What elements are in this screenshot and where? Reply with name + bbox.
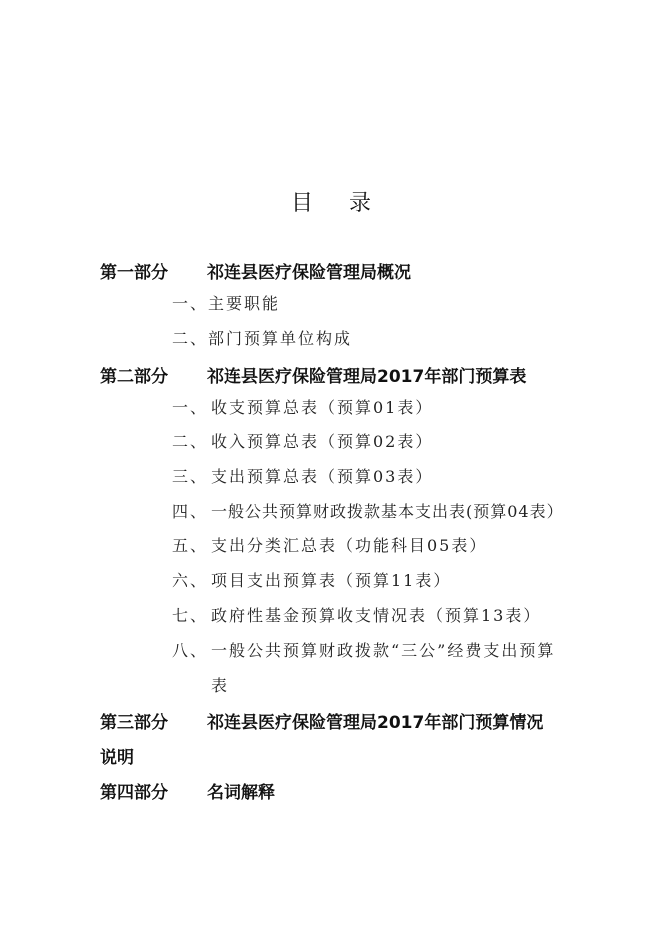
part-title: 祁连县医疗保险管理局2017年部门预算情况 xyxy=(207,713,544,733)
title-char: 录 xyxy=(349,191,372,216)
item-number: 二、 xyxy=(172,329,209,348)
item-text: 部门预算单位构成 xyxy=(208,329,353,348)
item-text: 项目支出预算表（预算11表） xyxy=(211,571,452,590)
item-text: 一般公共预算财政拨款基本支出表(预算04表） xyxy=(211,502,564,521)
part-title: 祁连县医疗保险管理局概况 xyxy=(207,263,411,283)
item-number: 四、 xyxy=(172,502,209,521)
item-text: 支出分类汇总表（功能科目05表） xyxy=(211,536,488,555)
toc-title xyxy=(0,186,662,217)
part-title: 说明 xyxy=(100,748,134,768)
item-text: 主要职能 xyxy=(208,294,281,313)
item-number: 八、 xyxy=(172,641,209,660)
part-label: 第二部分 xyxy=(100,367,168,387)
item-number: 五、 xyxy=(172,536,209,555)
part-label: 第四部分 xyxy=(100,783,168,803)
item-text: 一般公共预算财政拨款“三公”经费支出预算 xyxy=(211,641,556,660)
item-text: 支出预算总表（预算03表） xyxy=(211,467,434,486)
item-number: 六、 xyxy=(172,571,209,590)
item-text: 政府性基金预算收支情况表（预算13表） xyxy=(211,606,542,625)
part-label: 第三部分 xyxy=(100,713,168,733)
item-number: 二、 xyxy=(172,432,209,451)
part-title: 名词解释 xyxy=(207,783,275,803)
item-number: 一、 xyxy=(172,398,209,417)
item-text: 表 xyxy=(211,676,230,695)
item-number: 七、 xyxy=(172,606,209,625)
part-title: 祁连县医疗保险管理局2017年部门预算表 xyxy=(207,367,527,387)
item-number: 三、 xyxy=(172,467,209,486)
item-text: 收入预算总表（预算02表） xyxy=(211,432,434,451)
item-text: 收支预算总表（预算01表） xyxy=(211,398,434,417)
title-char: 目 xyxy=(290,191,313,216)
part-label: 第一部分 xyxy=(100,263,168,283)
item-number: 一、 xyxy=(172,294,209,313)
